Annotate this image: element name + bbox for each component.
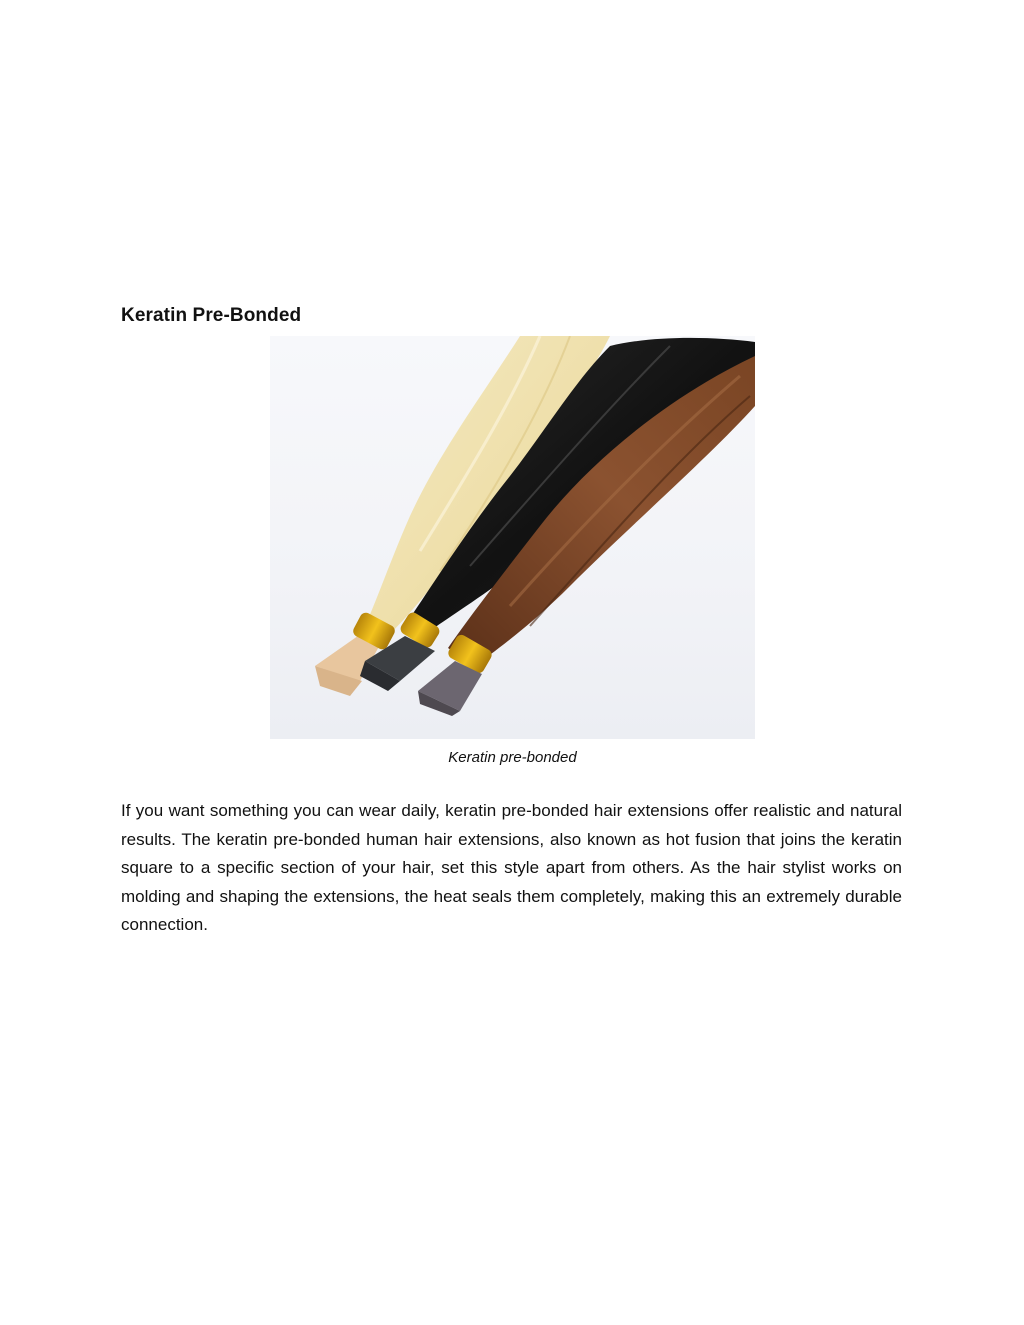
hair-extensions-photo [270,336,755,739]
section-heading: Keratin Pre-Bonded [121,305,302,326]
figure-caption: Keratin pre-bonded [448,749,577,766]
body-paragraph: If you want something you can wear daily, keratin pre-bonded hair extensions offer realistic and natural results. The keratin pre-bonded human hair extensions, also known as hot fusion that joins the keratin square to a specific section of your hair, set this style apart from others. As the hair stylist works on molding and shaping the extensions, the heat seals them completely, making this an extremely durable connection. [121,801,902,934]
